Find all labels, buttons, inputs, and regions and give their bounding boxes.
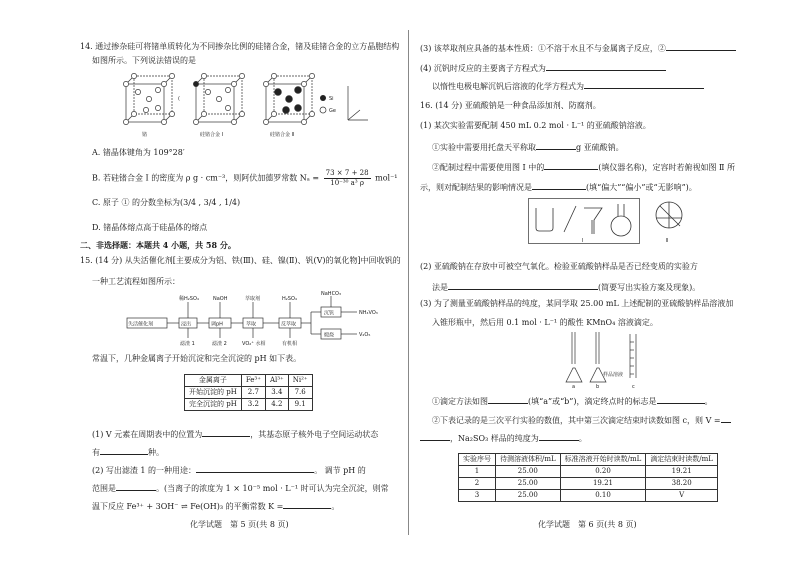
svg-text:(: ( <box>178 96 180 102</box>
q16-sub3-2-line1: ②下表记录的是三次平行实验的数值，其中第三次滴定结束时读数如图 c，则 V = <box>432 414 731 426</box>
q15-sub1-line2: 有 种。 <box>92 448 164 457</box>
q16-sub1-2-line2: 示，则对配制结果的影响情况是 (填“偏大”“偏小”或“无影响”)。 <box>420 183 697 192</box>
apparatus-figure-1 <box>528 198 640 244</box>
q16-sub3-line1: (3) 为了测量亚硫酸钠样品的纯度，某同学取 25.00 mL 上述配制的亚硫酸钠样品溶液加 <box>420 299 734 308</box>
answer-blank[interactable] <box>488 395 528 404</box>
page-footer-right: 化学试题 第 6 页(共 8 页) <box>538 520 637 529</box>
q14-option-d: D. 锗晶体熔点高于硅晶体的熔点 <box>92 223 208 232</box>
svg-text:滤渣 1: 滤渣 1 <box>180 341 195 347</box>
q14-stem-line2: 如图所示。下列说法错误的是 <box>92 56 196 65</box>
q16-sub3-line2: 入锥形瓶中，然后用 0.1 mol · L⁻¹ 的酸性 KMnO₄ 溶液滴定。 <box>432 318 658 327</box>
flask-a-icon <box>566 368 582 382</box>
titration-table <box>458 453 718 502</box>
page-footer-left: 化学试题 第 5 页(共 8 页) <box>190 520 289 529</box>
answer-blank[interactable] <box>448 281 598 290</box>
svg-text:有机相: 有机相 <box>282 341 298 347</box>
answer-blank[interactable] <box>666 42 736 51</box>
table-row: 开始沉淀的 pH 2.7 3.4 7.6 <box>185 387 313 399</box>
svg-text:c: c <box>632 384 635 388</box>
q14-option-c: C. 原子 ① 的分数坐标为(3/4 , 3/4 , 1/4) <box>92 198 241 207</box>
process-flow-chart <box>125 290 390 348</box>
q16-sub2-line2: 法是 (简要写出实验方案及现象)。 <box>432 283 701 292</box>
answer-blank[interactable] <box>202 428 250 437</box>
svg-text:VO₂⁺ 水相: VO₂⁺ 水相 <box>242 341 266 347</box>
table-header-row: 金属离子 Fe³⁺ Al³⁺ Ni²⁺ <box>185 375 313 387</box>
svg-text:NaOH: NaOH <box>213 296 228 302</box>
q14-stem-line1: 14. 通过掺杂硅可将锗单质转化为不同掺杂比例的硅锗合金，锗及硅锗合金的立方晶胞结构 <box>80 42 400 51</box>
svg-text:失活催化剂: 失活催化剂 <box>128 321 154 328</box>
svg-text:沉钒: 沉钒 <box>324 310 335 317</box>
q16-sub1-2-line1: ②配制过程中需要使用图 Ⅰ 中的 (填仪器名称)，定容时若俯视如图 Ⅱ 所 <box>432 163 736 172</box>
table-row: 3 25.00 0.10 V <box>459 490 718 502</box>
ph-table <box>184 374 313 411</box>
fig-label-alloy1: 硅锗合金 Ⅰ <box>200 132 224 138</box>
q16-sub3-2-line2: ，Na₂SO₃ 样品的纯度为 。 <box>420 432 587 444</box>
svg-text:Si: Si <box>329 96 334 102</box>
q15-sub4-electrolysis: 以惰性电极电解沉钒后溶液的化学方程式为 <box>432 80 704 92</box>
crystal-structure-figure <box>120 70 370 142</box>
svg-text:稀H₂SO₄: 稀H₂SO₄ <box>179 296 199 302</box>
right-page <box>420 0 750 561</box>
svg-text:V₂O₅: V₂O₅ <box>359 332 371 338</box>
svg-text:a: a <box>572 384 576 388</box>
svg-text:调pH: 调pH <box>211 321 223 328</box>
titration-figure <box>562 330 652 388</box>
q15-sub3: (3) 该萃取剂应具备的基本性质：①不溶于水且不与金属离子反应，② <box>420 42 736 54</box>
axes-icon <box>348 86 368 120</box>
section-heading: 二、非选择题：本题共 4 小题，共 58 分。 <box>80 240 236 250</box>
volumetric-flask-icon <box>618 204 624 216</box>
q15-sub2-line3: 温下反应 Fe³⁺ + 3OH⁻ ⇌ Fe(OH)₃ 的平衡常数 K = 。 <box>92 502 340 511</box>
answer-blank[interactable] <box>283 500 331 509</box>
left-page <box>80 0 401 561</box>
svg-text:浸出: 浸出 <box>181 321 192 328</box>
alloy-2-cell <box>263 73 314 124</box>
q15-sub4: (4) 沉钒时反应的主要离子方程式为 <box>420 62 666 74</box>
answer-blank[interactable] <box>721 414 731 423</box>
table-header-row: 实验序号 待测溶液体积/mL 标准溶液开始时读数/mL 滴定结束时读数/mL <box>459 454 718 466</box>
answer-blank[interactable] <box>196 464 314 473</box>
q15-sub2-line2: 范围是 。(当离子的浓度为 1 × 10⁻⁵ mol · L⁻¹ 时可认为完全沉淀，则常 <box>92 484 389 493</box>
column-divider <box>408 30 409 535</box>
q14-option-a: A. 锗晶体键角为 109°28′ <box>92 148 185 157</box>
answer-blank[interactable] <box>116 482 156 491</box>
svg-text:滤渣 2: 滤渣 2 <box>212 341 227 347</box>
answer-blank[interactable] <box>536 141 576 150</box>
fig1-label: Ⅰ <box>582 238 584 244</box>
q15-stem-line2: 一种工艺流程如图所示： <box>92 277 180 286</box>
ge-legend-dot <box>320 107 326 113</box>
table-row: 2 25.00 19.21 38.20 <box>459 478 718 490</box>
q16-sub1-1: ①实验中需要用托盘天平称取 g 亚硫酸钠。 <box>432 143 624 152</box>
svg-text:反萃取: 反萃取 <box>281 321 297 328</box>
svg-text:样品溶液: 样品溶液 <box>603 372 624 378</box>
fig-label-ge: 锗 <box>142 132 148 138</box>
answer-blank[interactable] <box>539 432 579 441</box>
q16-sub3-1: ①滴定方法如图 (填“a”或“b”)，滴定终点时的标志是 。 <box>432 397 713 406</box>
reading-figure-2 <box>652 198 686 244</box>
q15-sub2-line1: (2) 写出滤渣 1 的一种用途： 。 调节 pH 的 <box>92 466 366 475</box>
svg-text:NaHCO₃: NaHCO₃ <box>321 291 341 297</box>
svg-text:NH₄VO₃: NH₄VO₃ <box>359 310 378 316</box>
glass-rod-icon <box>564 206 576 232</box>
answer-blank[interactable] <box>532 181 586 190</box>
svg-text:煅烧: 煅烧 <box>324 332 335 339</box>
svg-text:Ge: Ge <box>329 108 336 114</box>
answer-blank[interactable] <box>584 80 704 89</box>
q15-stem-line1: 15. (14 分) 从失活催化剂[主要成分为铝、铁(Ⅲ)、硅、镍(Ⅱ)、钒(Ⅴ)的氧化物]中回收钒的 <box>80 256 401 265</box>
svg-text:萃取剂: 萃取剂 <box>245 296 261 302</box>
answer-blank[interactable] <box>420 432 450 441</box>
q16-sub1: (1) 某次实验需要配制 450 mL 0.2 mol · L⁻¹ 的亚硫酸钠溶液。 <box>420 121 651 130</box>
fig-label-alloy2: 硅锗合金 Ⅱ <box>270 132 295 138</box>
si-legend-dot <box>320 95 326 101</box>
q16-sub2-line1: (2) 亚硫酸钠在存放中可被空气氧化。检验亚硫酸钠样品是否已经变质的实验方 <box>420 262 698 271</box>
answer-blank[interactable] <box>657 395 705 404</box>
svg-text:萃取: 萃取 <box>246 321 257 328</box>
alloy-1-cell <box>193 73 244 124</box>
svg-text:b: b <box>596 384 600 388</box>
q15-sub1-line1: (1) V 元素在周期表中的位置为 ，其基态原子核外电子空间运动状态 <box>92 430 379 439</box>
answer-blank[interactable] <box>544 161 598 170</box>
beaker-icon <box>536 208 553 231</box>
q14-option-b: B. 若硅锗合金 Ⅰ 的密度为 ρ g · cm⁻³，则阿伏加德罗常数 Nₐ = $\frac{73 \times 7 + 28}{\text{10⁻³⁰ a³ ρ}}$ mol⁻¹ <box>92 169 398 188</box>
svg-text:H₂SO₄: H₂SO₄ <box>282 296 297 302</box>
answer-blank[interactable] <box>546 62 666 71</box>
table-row: 完全沉淀的 pH 3.2 4.2 9.1 <box>185 399 313 411</box>
table-row: 1 25.00 0.20 19.21 <box>459 466 718 478</box>
q16-stem: 16. (14 分) 亚硫酸钠是一种食品添加剂、防腐剂。 <box>420 101 601 110</box>
eye-line-icon <box>660 206 680 226</box>
q15-table-intro: 常温下，几种金属离子开始沉淀和完全沉淀的 pH 如下表。 <box>92 354 302 363</box>
funnel-icon <box>584 208 602 234</box>
answer-blank[interactable] <box>100 446 148 455</box>
fig2-label: Ⅱ <box>666 238 669 244</box>
